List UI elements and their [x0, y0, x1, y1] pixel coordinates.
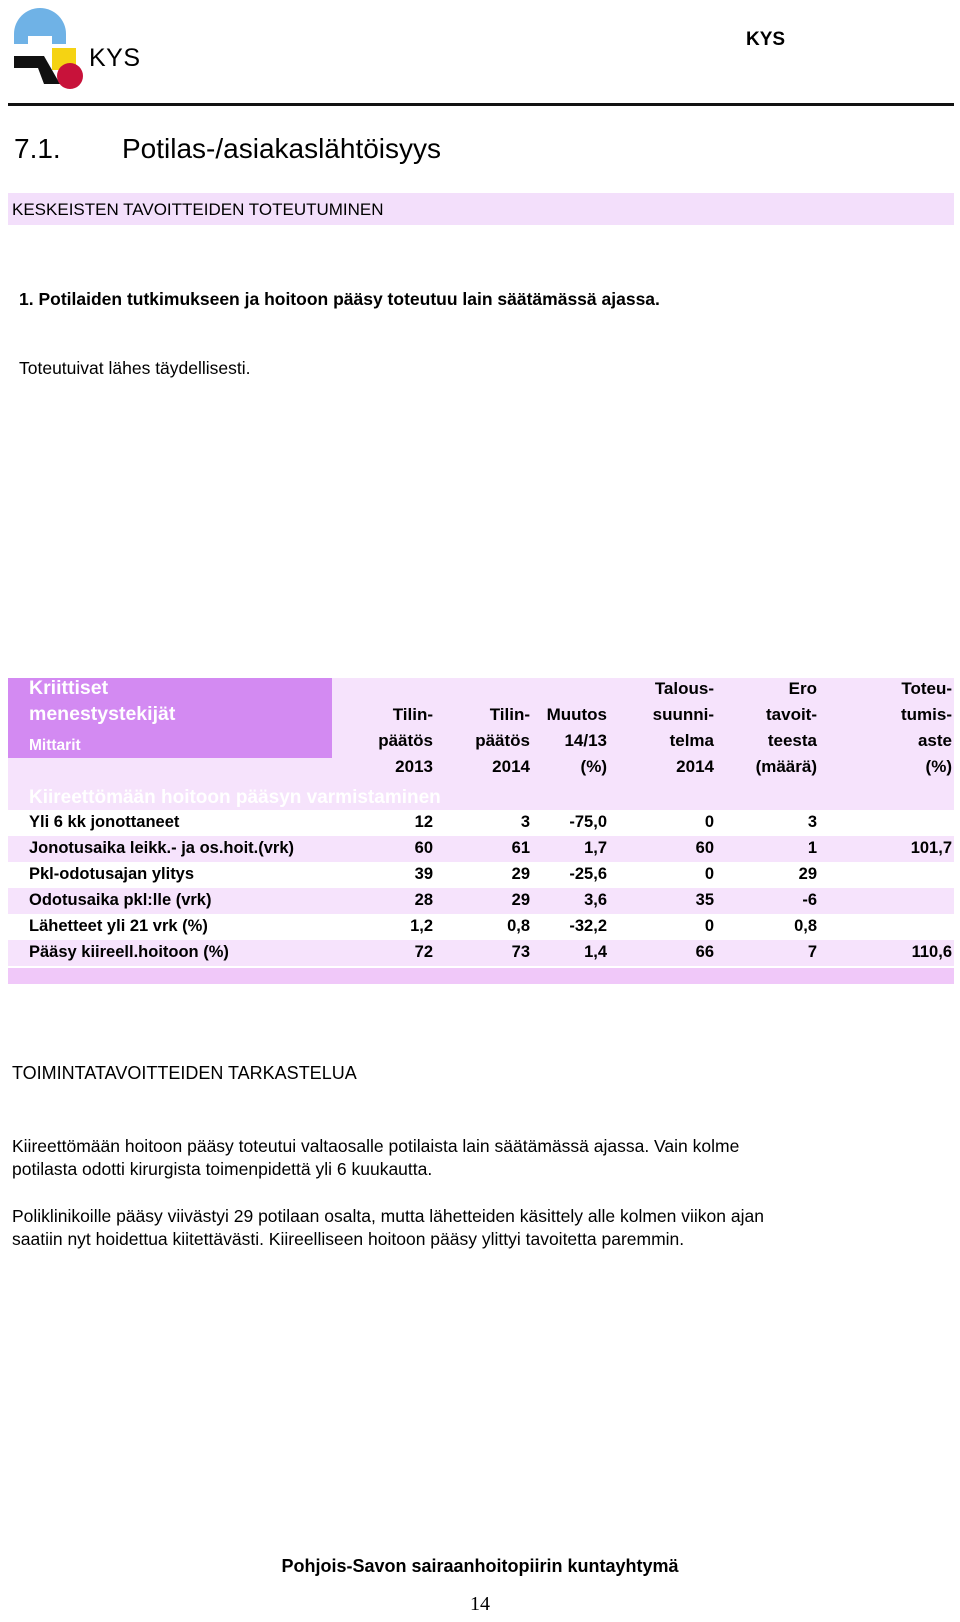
table-row [8, 888, 954, 914]
col-header-tp2013: Tilin- päätös 2013 [378, 705, 433, 776]
cell-tp2013: 39 [414, 865, 433, 883]
goal-statement: 1. Potilaiden tutkimukseen ja hoitoon pääsy toteutuu lain säätämässä ajassa. [19, 289, 660, 309]
cell-tp2014: 61 [511, 839, 530, 857]
cell-budget: 66 [695, 943, 714, 961]
table-row [8, 940, 954, 966]
cell-change: -25,6 [569, 865, 607, 883]
table-row [8, 862, 954, 888]
col-header-budget: Talous- suunni- telma 2014 [652, 679, 714, 776]
cell-budget: 35 [695, 891, 714, 909]
cell-tp2013: 1,2 [410, 917, 433, 935]
page-number: 14 [470, 1593, 490, 1615]
cell-tp2013: 28 [414, 891, 433, 909]
paragraph-line: Kiireettömään hoitoon pääsy toteutui valtaosalle potilaista lain säätämässä ajassa. Vain kolme [12, 1136, 740, 1156]
row-label: Lähetteet yli 21 vrk (%) [29, 917, 208, 935]
cell-change: 1,7 [584, 839, 607, 857]
cell-tp2013: 72 [414, 943, 433, 961]
cell-diff: -6 [802, 891, 817, 909]
group-label: Kiireettömään hoitoon pääsyn varmistaminen [29, 787, 441, 808]
indicator-table [8, 678, 954, 984]
measures-heading: Mittarit [29, 737, 81, 754]
cell-diff: 0,8 [794, 917, 817, 935]
cell-budget: 0 [704, 813, 714, 831]
header-divider [8, 103, 954, 106]
table-row [8, 914, 954, 940]
footer-organization: Pohjois-Savon sairaanhoitopiirin kuntayhtymä [281, 1556, 679, 1576]
section-number: 7.1. [14, 133, 61, 164]
review-title: TOIMINTATAVOITTEIDEN TARKASTELUA [12, 1063, 357, 1083]
col-header-rate: Toteu- tumis- aste (%) [901, 679, 952, 776]
criteria-heading-line2: menestystekijät [29, 703, 176, 725]
cell-tp2013: 12 [414, 813, 433, 831]
criteria-heading-line1: Kriittiset [29, 677, 109, 699]
row-label: Pääsy kiireell.hoitoon (%) [29, 943, 229, 961]
row-label: Yli 6 kk jonottaneet [29, 813, 180, 831]
cell-change: -75,0 [569, 813, 607, 831]
cell-rate: 110,6 [911, 943, 952, 961]
key-goals-heading [8, 193, 954, 225]
cell-tp2014: 0,8 [507, 917, 530, 935]
table-row [8, 836, 954, 862]
cell-tp2014: 29 [511, 891, 530, 909]
cell-tp2014: 29 [511, 865, 530, 883]
cell-rate: 101,7 [910, 839, 952, 857]
row-label: Jonotusaika leikk.- ja os.hoit.(vrk) [29, 839, 294, 857]
logo-text: KYS [89, 44, 141, 72]
cell-budget: 0 [704, 865, 714, 883]
paragraph-line: saatiin nyt hoidettua kiitettävästi. Kiireelliseen hoitoon pääsy ylittyi tavoitetta paremmin. [12, 1229, 685, 1249]
review-paragraph-1 [12, 1135, 912, 1181]
paragraph-line: Poliklinikoille pääsy viivästyi 29 potilaan osalta, mutta lähetteiden käsittely alle kolmen viikon ajan [12, 1206, 764, 1226]
row-label: Odotusaika pkl:lle (vrk) [29, 891, 212, 909]
goal-result: Toteutuivat lähes täydellisesti. [19, 358, 251, 378]
org-short-name: KYS [746, 29, 786, 50]
cell-change: 1,4 [584, 943, 607, 961]
cell-diff: 1 [807, 839, 817, 857]
cell-budget: 0 [704, 917, 714, 935]
cell-diff: 29 [798, 865, 817, 883]
key-goals-title: KESKEISTEN TAVOITTEIDEN TOTEUTUMINEN [12, 200, 384, 219]
cell-diff: 7 [807, 943, 817, 961]
row-label: Pkl-odotusajan ylitys [29, 865, 195, 883]
cell-change: -32,2 [569, 917, 607, 935]
paragraph-line: potilasta odotti kirurgista toimenpidettä yli 6 kuukautta. [12, 1159, 433, 1179]
review-paragraph-2 [12, 1205, 912, 1251]
col-header-diff: Ero tavoit- teesta (määrä) [755, 679, 817, 776]
table-row [8, 810, 954, 836]
cell-tp2013: 60 [414, 839, 433, 857]
col-header-change: Muutos 14/13 (%) [546, 705, 607, 776]
cell-budget: 60 [695, 839, 714, 857]
table-bottom-band [8, 968, 954, 984]
cell-tp2014: 73 [511, 943, 530, 961]
cell-tp2014: 3 [520, 813, 530, 831]
section-title: Potilas-/asiakaslähtöisyys [122, 133, 442, 164]
cell-diff: 3 [807, 813, 817, 831]
col-header-tp2014: Tilin- päätös 2014 [475, 705, 530, 776]
cell-change: 3,6 [584, 891, 607, 909]
table-header-spacer [8, 758, 332, 784]
